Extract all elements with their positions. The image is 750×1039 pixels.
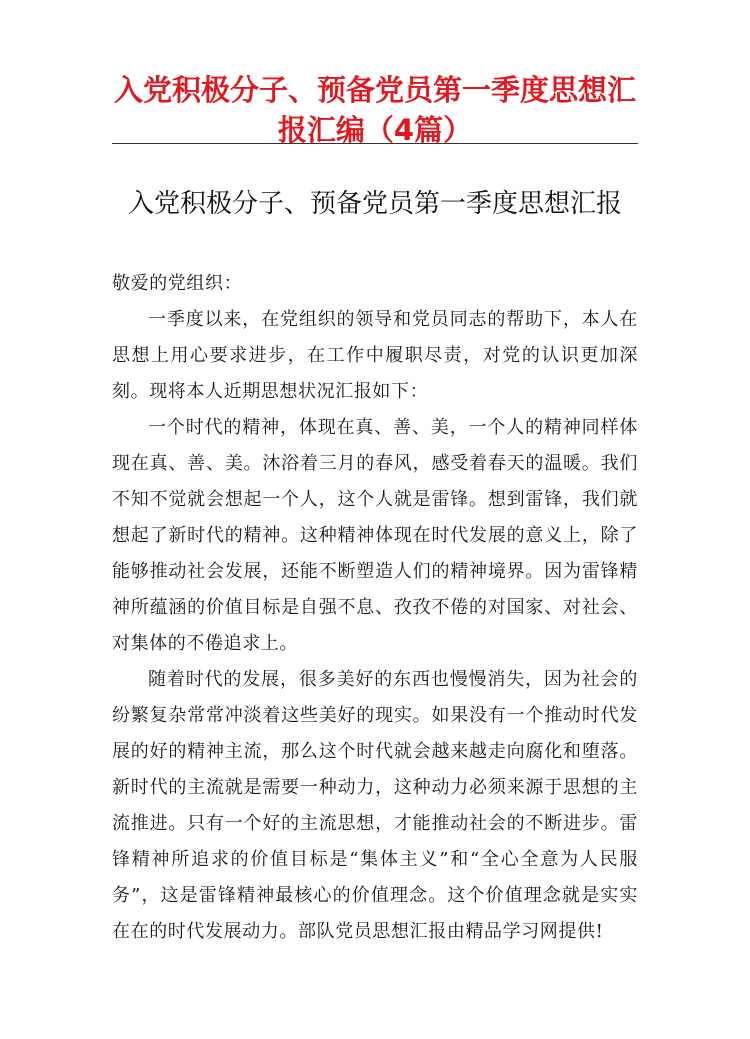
document-body — [112, 266, 638, 950]
paragraph: 一个时代的精神，体现在真、善、美，一个人的精神同样体现在真、善、美。沐浴着三月的春风，感受着春天的温暖。我们不知不觉就会想起一个人，这个人就是雷锋。想到雷锋，我们就想起了新时代的精神。这种精神体现在时代发展的意义上，除了能够推动社会发展，还能不断塑造人们的精神境界。因为雷锋精神所蕴涵的价值目标是自强不息、孜孜不倦的对国家、对社会、对集体的不倦追求上。 — [112, 417, 638, 654]
paragraph: 一季度以来，在党组织的领导和党员同志的帮助下，本人在思想上用心要求进步，在工作中履职尽责，对党的认识更加深刻。现将本人近期思想状况汇报如下： — [112, 309, 638, 402]
salutation: 敬爱的党组织： — [112, 273, 243, 294]
paragraph: 随着时代的发展，很多美好的东西也慢慢消失，因为社会的纷繁复杂常常冲淡着这些美好的现实。如果没有一个推动时代发展的好的精神主流，那么这个时代就会越来越走向腐化和堕落。新时代的主流就是需要一种动力，这种动力必须来源于思想的主流推进。只有一个好的主流思想，才能推动社会的不断进步。雷锋精神所追求的价值目标是“集体主义”和“全心全意为人民服务”，这是雷锋精神最核心的价值理念。这个价值理念就是实实在在的时代发展动力。部队党员思想汇报由精品学习网提供! — [112, 669, 638, 942]
title-divider — [112, 143, 638, 144]
document-title: 入党积极分子、预备党员第一季度思想汇报汇编（4篇） — [113, 73, 636, 147]
section-heading: 入党积极分子、预备党员第一季度思想汇报 — [127, 189, 622, 219]
